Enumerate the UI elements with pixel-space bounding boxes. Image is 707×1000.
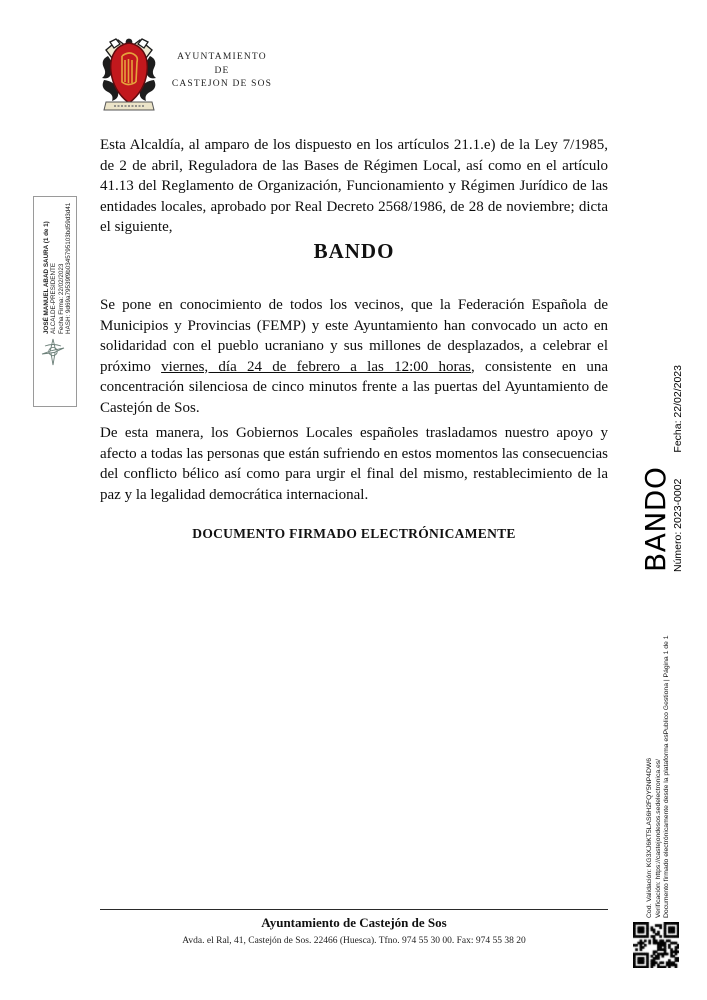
announcement-date-underlined: viernes, día 24 de febrero a las 12:00 horas (161, 358, 471, 375)
crest-banner (104, 102, 154, 110)
signer-hash: HASH: 9d69a79539f9b0345795103bd59d3d41 (64, 202, 72, 334)
org-name-line2: DE (214, 65, 230, 76)
doc-meta (672, 330, 684, 572)
validation-platform: Documento firmado electrónicamente desde la plataforma esPublico Gestiona | Página 1 de 1 (663, 635, 671, 918)
validation-sidebar (646, 598, 672, 918)
announcement-post: , consistente en una concentración silenciosa de cinco minutos frente a las puertas del Ayuntamiento de Castejón de Sos. (100, 358, 608, 416)
document-title: BANDO (313, 239, 395, 263)
signer-sign-date: Fecha Firma: 22/02/2023 (57, 263, 65, 334)
compass-star-icon (40, 338, 66, 366)
paragraph-announcement (100, 295, 608, 418)
doc-date: Fecha: 22/02/2023 (672, 365, 684, 453)
footer-divider (100, 909, 608, 910)
signer-role: ALCALDE-PRESIDENTE (50, 262, 58, 334)
footer-org-name: Ayuntamiento de Castejón de Sos (261, 915, 447, 930)
doc-number: Número: 2023-0002 (672, 478, 684, 572)
paragraph-legal-basis: Esta Alcaldía, al amparo de los dispuesto en los artículos 21.1.e) de la Ley 7/1985, de 2 de abril, Reguladora de las Bases de Régimen Local, así como en el artículo 41.13 del Reglamento de Organización, Funcionamiento y Régimen Jurídico de las entidades locales, aprobado por Real Decreto 2568/1986, de 28 de noviembre; dicta el siguiente, (100, 137, 608, 235)
signer-name: JOSÉ MANUEL ABAD SAURA (1 de 1) (43, 221, 50, 334)
signed-electronically-label: DOCUMENTO FIRMADO ELECTRÓNICAMENTE (192, 526, 516, 541)
announcement-pre: Se pone en conocimiento de todos los vecinos, que la Federación Española de Municipios y Provincias (FEMP) y este Ayuntamiento han convocado un acto en solidaridad con el pueblo ucraniano y sus millones de desplazados, a celebrar el próximo (100, 297, 608, 375)
paragraph-support: De esta manera, los Gobiernos Locales españoles trasladamos nuestro apoyo y afecto a todas las personas que están sufriendo en estos momentos las consecuencias del conflicto bélico así como para urgir el final del mismo, restablecimiento de la paz y la legalidad democrática internacional. (100, 425, 608, 503)
org-name-line1: AYUNTAMIENTO (177, 52, 267, 62)
footer-address: Avda. el Ral, 41, Castejón de Sos. 22466 (Huesca). Tfno. 974 55 30 00. Fax: 974 55 38 20 (182, 936, 526, 946)
qr-code (633, 922, 679, 968)
doc-type-sidebar (641, 330, 684, 572)
validation-url: Verificación: https://castejondesos.sedelectronica.es/ (654, 758, 662, 918)
signer-stamp-text (43, 202, 72, 334)
coat-of-arms-icon (96, 36, 162, 114)
doc-type-label: BANDO (639, 466, 672, 572)
validation-code: Cod. Validación: KG3XJ6KT5LAS6H2FQY5NP4DW6 (646, 757, 653, 918)
org-name (160, 51, 284, 92)
org-name-line3: CASTEJON DE SOS (171, 79, 273, 89)
